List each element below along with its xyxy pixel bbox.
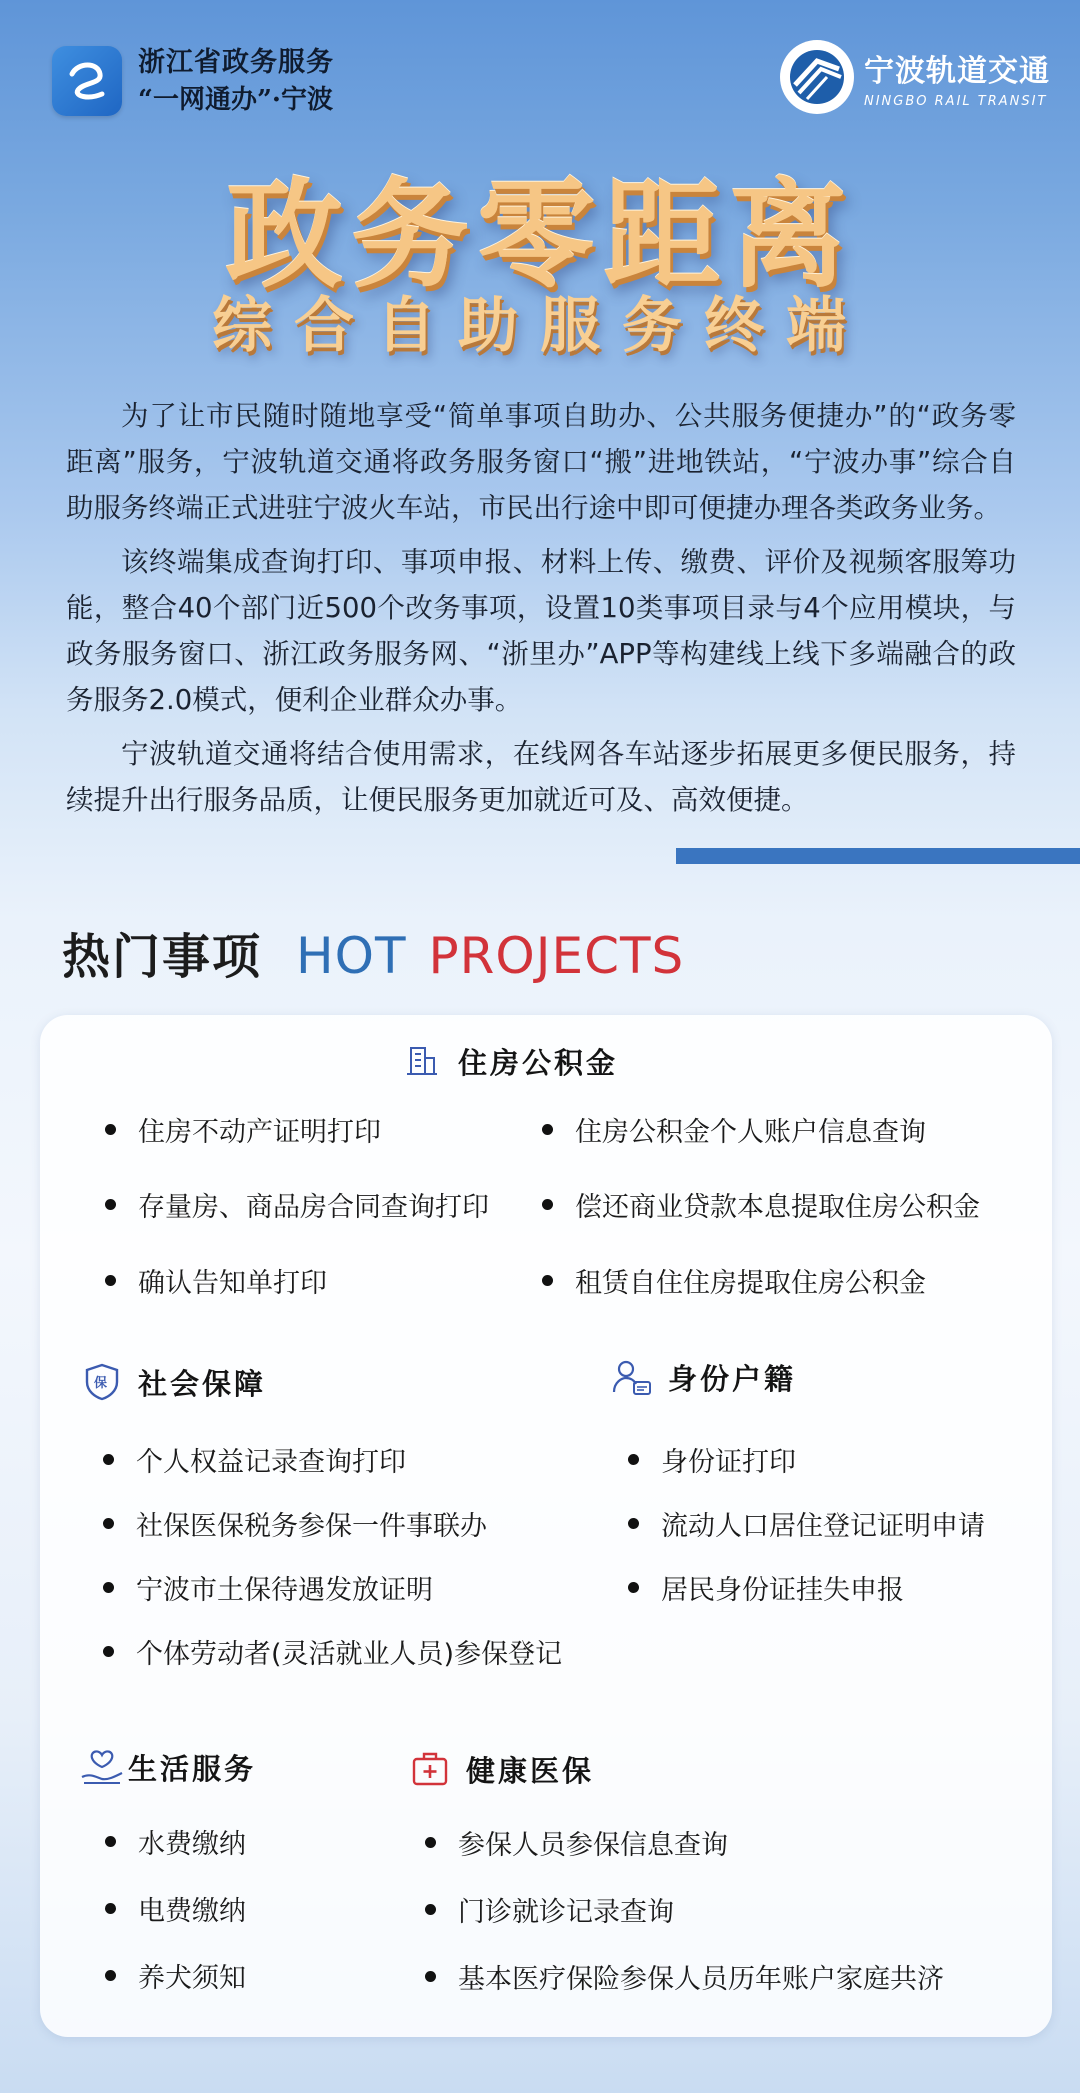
- list-item[interactable]: 社保医保税务参保一件事联办: [103, 1504, 487, 1543]
- ningbo-rail-brand: [780, 40, 1050, 114]
- list-item[interactable]: 确认告知单打印: [105, 1261, 327, 1300]
- section-housing-fund: [400, 1039, 618, 1083]
- list-item[interactable]: 偿还商业贷款本息提取住房公积金: [542, 1185, 980, 1224]
- list-item[interactable]: 居民身份证挂失申报: [628, 1568, 904, 1607]
- hand-heart-icon: [80, 1745, 124, 1789]
- list-item[interactable]: 水费缴纳: [105, 1822, 246, 1861]
- bullet-icon: [628, 1454, 639, 1465]
- zhejiang-gov-logo-icon: [52, 46, 122, 116]
- list-item[interactable]: 参保人员参保信息查询: [425, 1823, 728, 1862]
- bullet-icon: [425, 1904, 436, 1915]
- section-title: 社会保障: [138, 1366, 267, 1401]
- list-item[interactable]: 电费缴纳: [105, 1889, 246, 1928]
- hot-title-en-projects: PROJECTS: [428, 927, 685, 985]
- bullet-icon: [105, 1124, 116, 1135]
- bullet-icon: [542, 1124, 553, 1135]
- list-item[interactable]: 个体劳动者(灵活就业人员)参保登记: [103, 1632, 562, 1671]
- id-user-icon: [610, 1355, 654, 1399]
- hot-title-cn: 热门事项: [62, 929, 263, 985]
- bullet-icon: [105, 1199, 116, 1210]
- hot-title-en-hot: HOT: [296, 927, 407, 985]
- bullet-icon: [628, 1518, 639, 1529]
- bullet-icon: [542, 1275, 553, 1286]
- list-item[interactable]: 身份证打印: [628, 1440, 796, 1479]
- medical-kit-icon: [408, 1747, 452, 1791]
- bullet-icon: [105, 1275, 116, 1286]
- sub-title: 综合自助服务终端: [212, 291, 868, 361]
- section-health-insurance: [408, 1747, 594, 1791]
- section-social-security: [80, 1360, 266, 1404]
- shield-icon: [80, 1360, 124, 1404]
- hot-projects-card: [40, 1015, 1052, 2037]
- list-item[interactable]: 宁波市土保待遇发放证明: [103, 1568, 433, 1607]
- section-identity: [610, 1355, 796, 1399]
- list-item[interactable]: 住房公积金个人账户信息查询: [542, 1110, 926, 1149]
- bullet-icon: [425, 1971, 436, 1982]
- gov-brand-line2: “一网通办”·宁波: [138, 84, 333, 115]
- list-item[interactable]: 存量房、商品房合同查询打印: [105, 1185, 489, 1224]
- gov-brand-line1: 浙江省政务服务: [138, 47, 334, 78]
- section-life-services: [80, 1745, 256, 1789]
- brand-cn: 宁波轨道交通: [864, 53, 1050, 89]
- gov-service-brand: [52, 46, 334, 116]
- bullet-icon: [105, 1970, 116, 1981]
- list-item[interactable]: 住房不动产证明打印: [105, 1110, 381, 1149]
- decor-bar: [676, 848, 1080, 864]
- section-title: 生活服务: [128, 1751, 257, 1786]
- hot-projects-heading: [62, 918, 684, 987]
- list-item[interactable]: 租赁自住住房提取住房公积金: [542, 1261, 926, 1300]
- bullet-icon: [103, 1646, 114, 1657]
- intro-text: [66, 393, 1016, 831]
- list-item[interactable]: 流动人口居住登记证明申请: [628, 1504, 985, 1543]
- main-title: 政务零距离: [224, 166, 855, 304]
- intro-paragraph: 为了让市民随时随地享受“简单事项自助办、公共服务便捷办”的“政务零距离”服务，宁波轨道交通将政务服务窗口“搬”进地铁站，“宁波办事”综合自助服务终端正式进驻宁波火车站，市民出行途中即可便捷办理各类政务业务。: [66, 400, 1016, 524]
- bullet-icon: [103, 1454, 114, 1465]
- section-title: 健康医保: [466, 1753, 595, 1788]
- section-title: 身份户籍: [668, 1361, 797, 1396]
- brand-en: NINGBO RAIL TRANSIT: [864, 93, 1048, 109]
- list-item[interactable]: 基本医疗保险参保人员历年账户家庭共济: [425, 1957, 944, 1996]
- intro-paragraph: 该终端集成查询打印、事项申报、材料上传、缴费、评价及视频客服筹功能，整合40个部门近500个改务事项，设置10类事项目录与4个应用模块，与政务服务窗口、浙江政务服务网、“浙里办”APP等构建线上线下多端融合的政务服务2.0模式，便利企业群众办事。: [66, 546, 1016, 716]
- bullet-icon: [628, 1582, 639, 1593]
- section-title: 住房公积金: [458, 1045, 619, 1080]
- bullet-icon: [105, 1836, 116, 1847]
- list-item[interactable]: 门诊就诊记录查询: [425, 1890, 674, 1929]
- list-item[interactable]: 养犬须知: [105, 1956, 246, 1995]
- intro-paragraph: 宁波轨道交通将结合使用需求，在线网各车站逐步拓展更多便民服务，持续提升出行服务品质，让便民服务更加就近可及、高效便捷。: [66, 738, 1016, 816]
- list-item[interactable]: 个人权益记录查询打印: [103, 1440, 406, 1479]
- building-icon: [400, 1039, 444, 1083]
- svg-text:保: 保: [93, 1376, 111, 1391]
- bullet-icon: [542, 1199, 553, 1210]
- bullet-icon: [425, 1837, 436, 1848]
- bullet-icon: [105, 1903, 116, 1914]
- bullet-icon: [103, 1518, 114, 1529]
- bullet-icon: [103, 1582, 114, 1593]
- ningbo-rail-logo-icon: [780, 40, 854, 114]
